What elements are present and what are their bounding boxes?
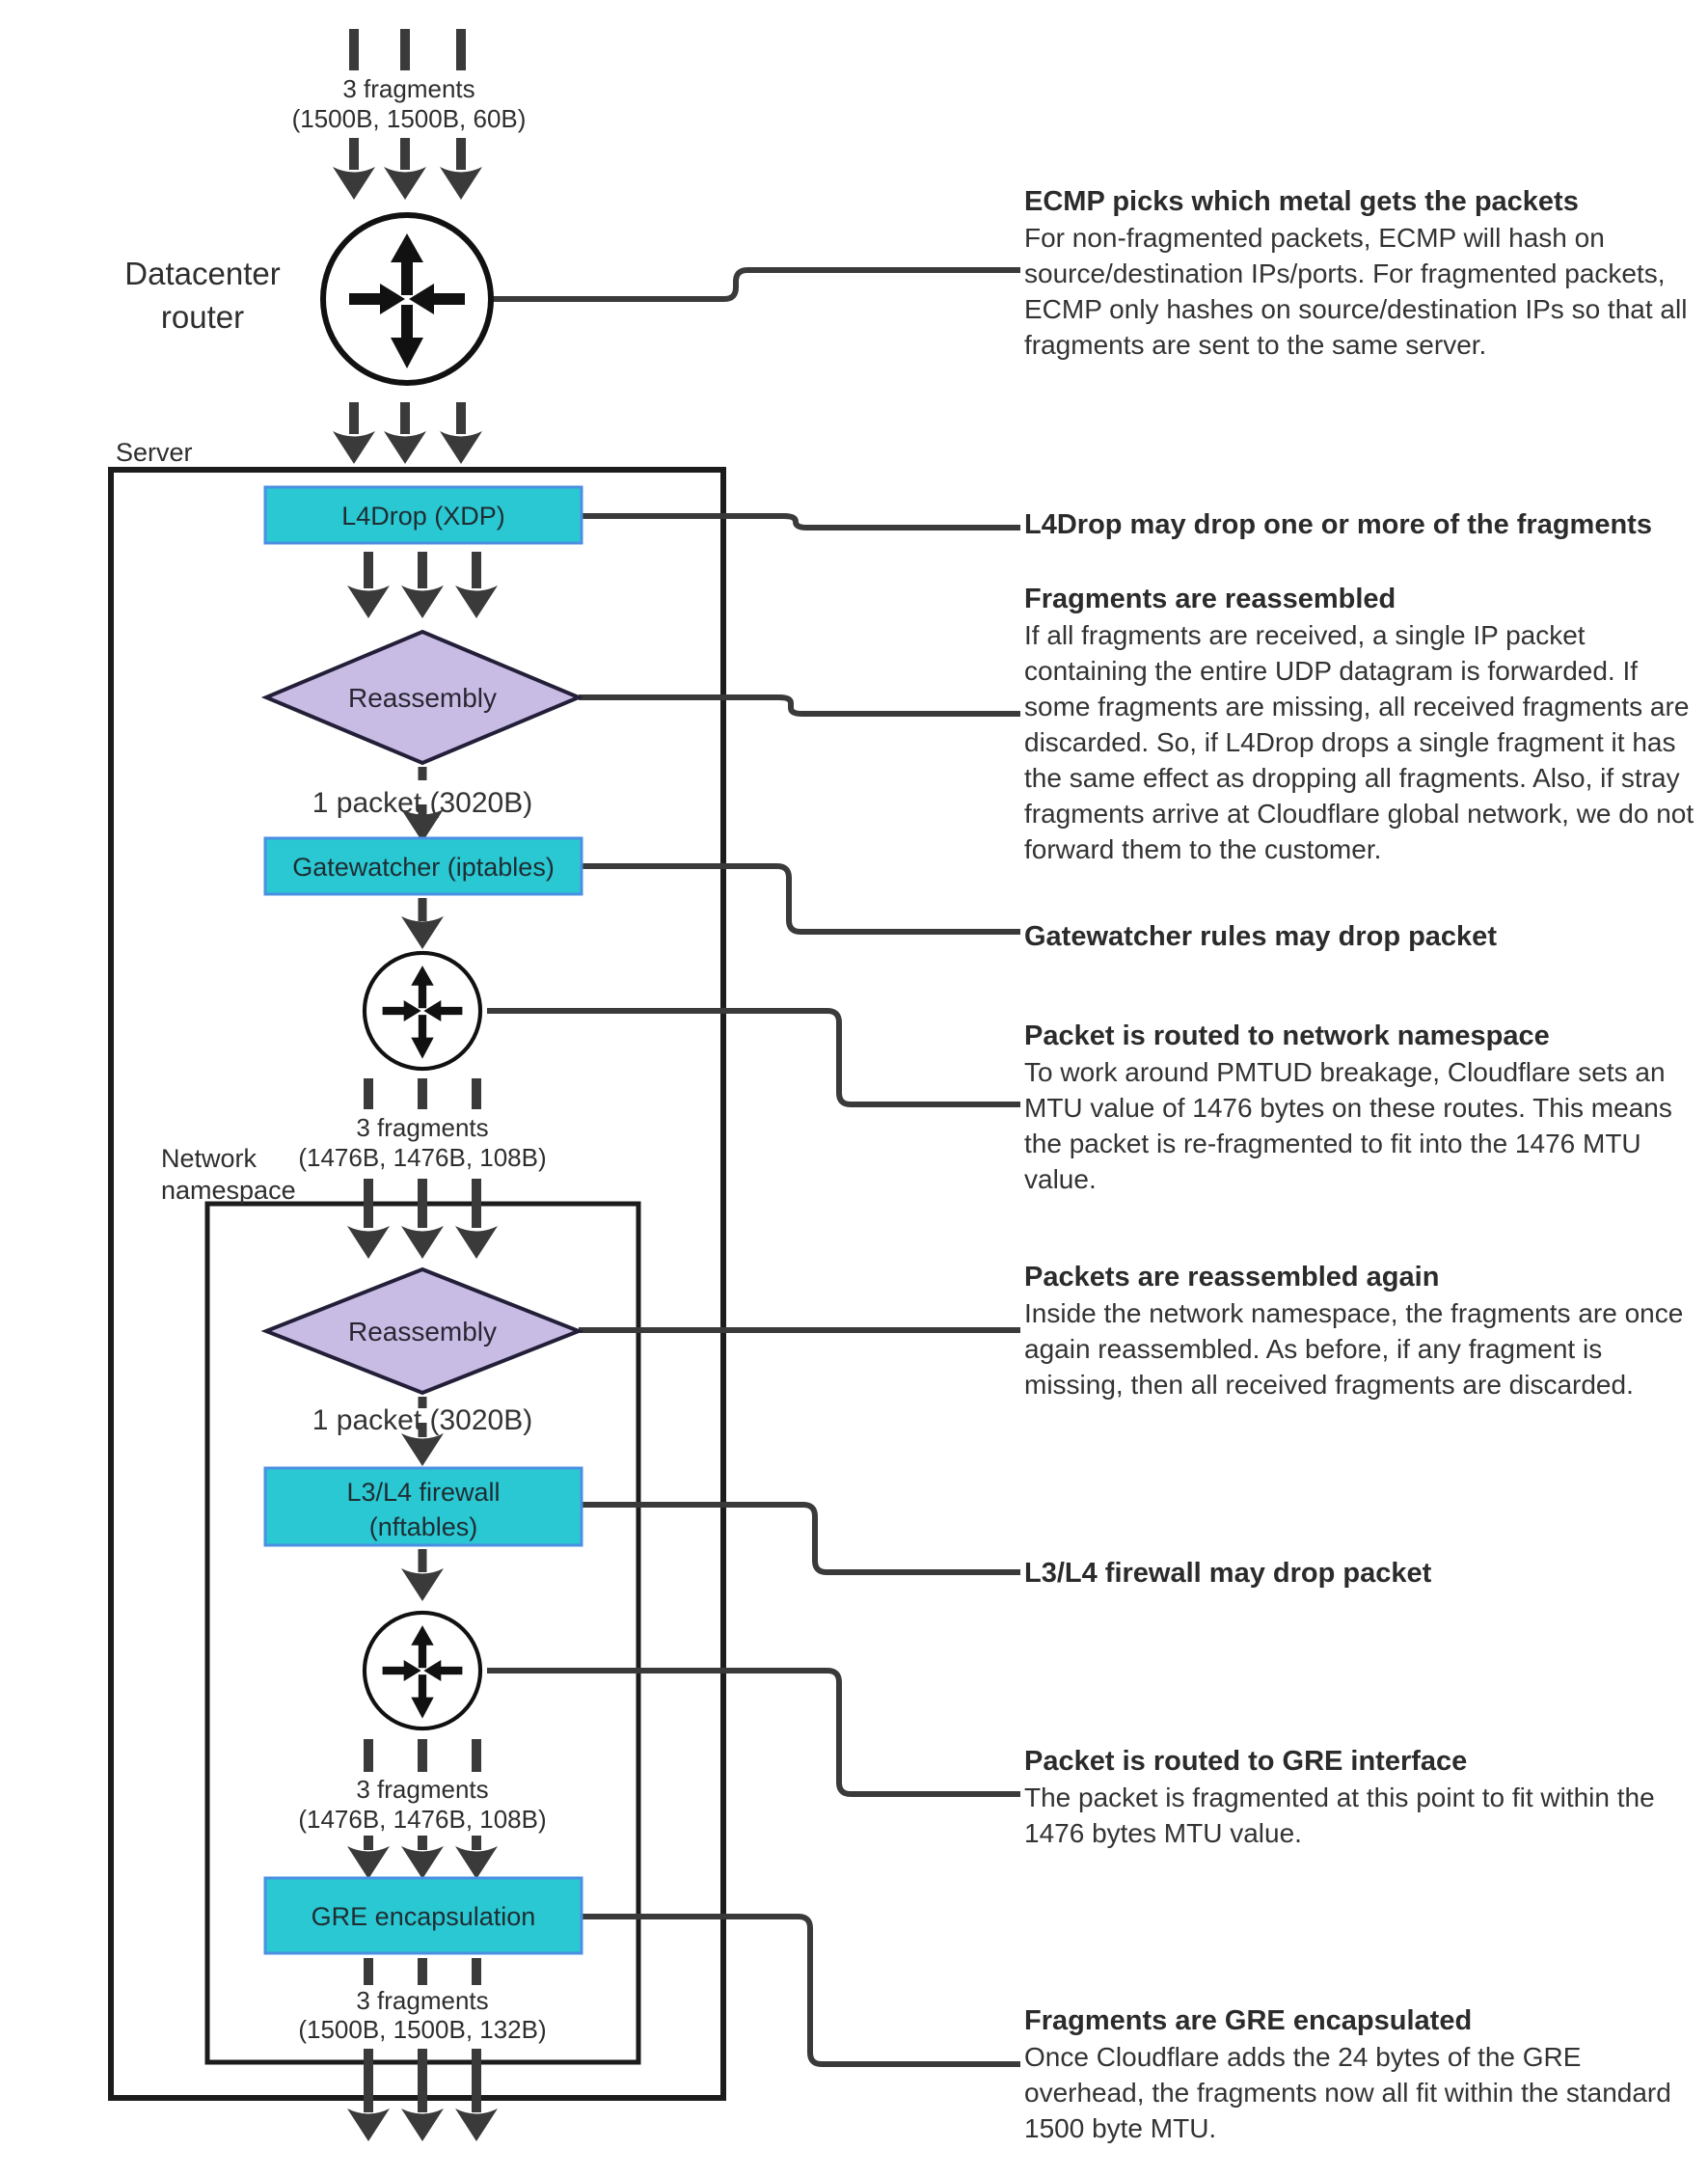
annotation-body: Inside the network namespace, the fragments are once again reassembled. As before, if any fragment is missing, then all received fragments are discarded. — [1024, 1298, 1684, 1400]
gre-label: GRE encapsulation — [311, 1902, 536, 1931]
annotation-title: Fragments are reassembled — [1024, 584, 1396, 614]
annotation-routed-namespace — [1024, 1018, 1699, 1197]
annotation-body: If all fragments are received, a single IP packet containing the entire UDP datagram is forwarded. If some fragments are missing, all received fragments are discarded. So, if L4Drop drops a single fragment it has the same effect as dropping all fragments. Also, if stray fragments arrive at Cloudflare global network, we do not forward them to the customer. — [1024, 620, 1694, 864]
annotation-reassembled — [1024, 581, 1699, 867]
annotation-body: To work around PMTUD breakage, Cloudflare sets an MTU value of 1476 bytes on these routes. This means the packet is re-fragmented to fit into the 1476 MTU value. — [1024, 1057, 1672, 1194]
network-namespace-label: Network — [161, 1144, 258, 1173]
firewall-label-2: (nftables) — [368, 1512, 478, 1541]
annotation-title: L4Drop may drop one or more of the fragments — [1024, 509, 1652, 540]
annotation-title: Packet is routed to network namespace — [1024, 1020, 1550, 1051]
annotation-title: ECMP picks which metal gets the packets — [1024, 186, 1579, 217]
l4drop-label: L4Drop (XDP) — [341, 502, 505, 531]
annotation-body: Once Cloudflare adds the 24 bytes of the GRE overhead, the fragments now all fit within the standard 1500 byte MTU. — [1024, 2042, 1671, 2143]
packet-2-label: 1 packet (3020B) — [312, 1404, 533, 1436]
annotation-title: Fragments are GRE encapsulated — [1024, 2005, 1473, 2036]
server-label: Server — [116, 438, 193, 467]
mid-fragments-sizes: (1476B, 1476B, 108B) — [298, 1143, 547, 1172]
annotation-l4drop — [1024, 506, 1699, 543]
packet-1-label: 1 packet (3020B) — [312, 787, 533, 819]
annotation-body: The packet is fragmented at this point to fit within the 1476 bytes MTU value. — [1024, 1782, 1655, 1848]
reassembly-2-label: Reassembly — [347, 1317, 498, 1347]
bottom-fragments-sizes: (1500B, 1500B, 132B) — [298, 2015, 547, 2044]
gatewatcher-label: Gatewatcher (iptables) — [292, 853, 555, 882]
annotation-firewall — [1024, 1555, 1699, 1592]
network-namespace-label-2: namespace — [161, 1176, 296, 1205]
annotation-title: Gatewatcher rules may drop packet — [1024, 921, 1497, 952]
datacenter-router-label: Datacenter — [124, 256, 281, 291]
annotation-ecmp — [1024, 183, 1699, 363]
top-fragments-sizes: (1500B, 1500B, 60B) — [291, 104, 527, 133]
reassembly-1-label: Reassembly — [347, 683, 498, 713]
bottom-fragments-label: 3 fragments — [356, 1986, 489, 2015]
annotation-gatewatcher — [1024, 918, 1699, 955]
annotation-body: For non-fragmented packets, ECMP will hash on source/destination IPs/ports. For fragmented packets, ECMP only hashes on source/destination IPs so that all fragments are sent to the same server. — [1024, 223, 1688, 360]
annotation-title: L3/L4 firewall may drop packet — [1024, 1558, 1432, 1589]
top-fragments-label: 3 fragments — [342, 74, 475, 103]
low-fragments-label: 3 fragments — [356, 1775, 489, 1804]
annotation-reassembled-again — [1024, 1259, 1699, 1402]
annotation-gre-encapsulated — [1024, 2002, 1699, 2146]
datacenter-router-label-2: router — [160, 299, 245, 335]
annotation-gre-interface — [1024, 1743, 1699, 1851]
mid-fragments-label: 3 fragments — [356, 1113, 489, 1142]
low-fragments-sizes: (1476B, 1476B, 108B) — [298, 1805, 547, 1834]
firewall-label: L3/L4 firewall — [346, 1478, 501, 1507]
annotation-title: Packet is routed to GRE interface — [1024, 1746, 1468, 1777]
annotation-title: Packets are reassembled again — [1024, 1262, 1440, 1293]
